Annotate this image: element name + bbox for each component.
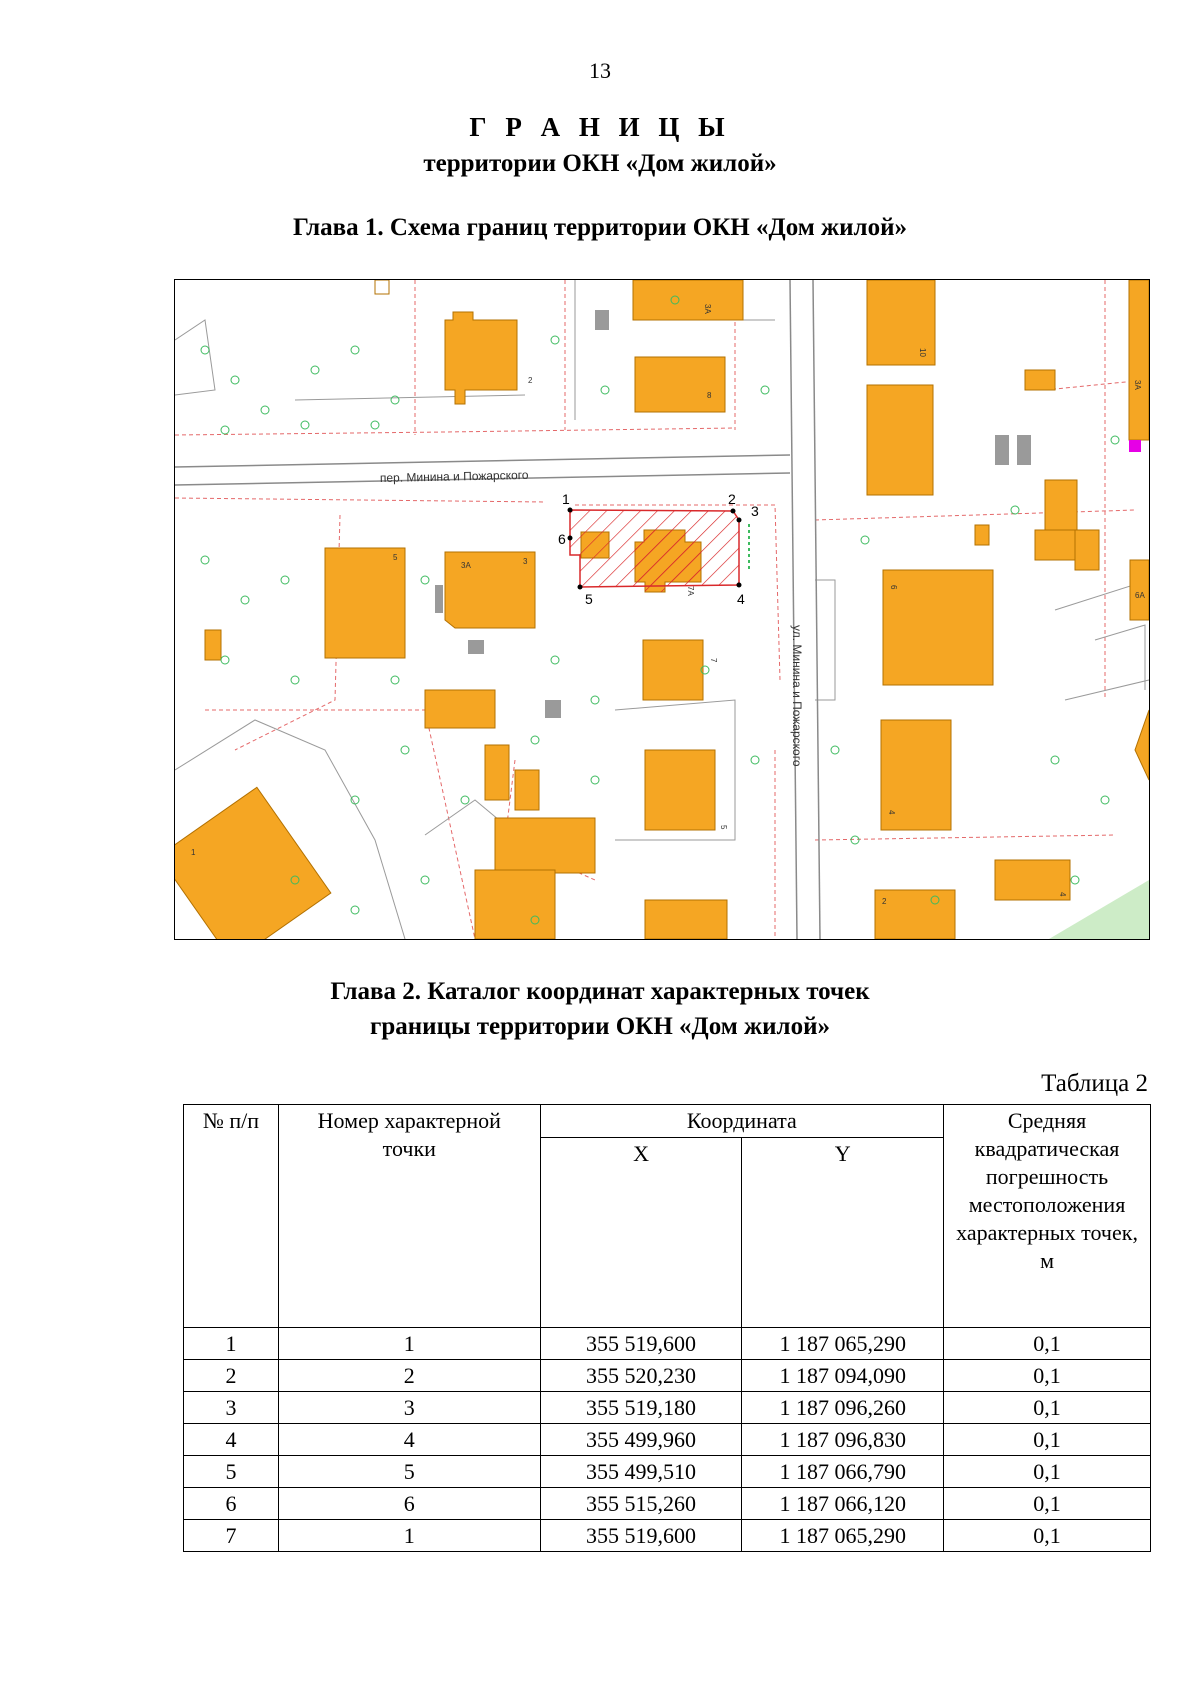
cell-x: 355 520,230 [540, 1360, 742, 1392]
point-label-5: 5 [585, 591, 593, 607]
cell-error: 0,1 [944, 1424, 1151, 1456]
table-row [184, 1520, 1151, 1552]
chapter-2-heading [0, 974, 1200, 1044]
building-number: 4 [1058, 892, 1067, 897]
table-row [184, 1392, 1151, 1424]
point-label-2: 2 [728, 491, 736, 507]
cell-point: 3 [278, 1392, 540, 1424]
table-row [184, 1360, 1151, 1392]
cell-y: 1 187 096,830 [742, 1424, 944, 1456]
table-row [184, 1488, 1151, 1520]
table-row [184, 1456, 1151, 1488]
building-number: 7А [686, 586, 695, 596]
building-number: 2 [528, 376, 533, 385]
cell-x: 355 519,600 [540, 1328, 742, 1360]
highlight-marker [1129, 440, 1141, 452]
cell-error: 0,1 [944, 1456, 1151, 1488]
table-caption: Таблица 2 [1041, 1070, 1148, 1097]
cell-point: 4 [278, 1424, 540, 1456]
cell-y: 1 187 066,120 [742, 1488, 944, 1520]
building-number: 8 [707, 391, 712, 400]
header-num: № п/п [184, 1105, 279, 1328]
cell-num: 2 [184, 1360, 279, 1392]
street-main-label: ул. Минина и Пожарского [790, 625, 804, 767]
cell-y: 1 187 094,090 [742, 1360, 944, 1392]
building-number: 5 [719, 825, 728, 830]
header-point: Номер характерной точки [278, 1105, 540, 1328]
building-number: 6 [889, 585, 898, 590]
street-lane-label: пер. Минина и Пожарского [379, 467, 529, 485]
table-row [184, 1328, 1151, 1360]
point-label-6: 6 [558, 531, 566, 547]
building-number: 3А [1133, 380, 1142, 390]
header-x: X [540, 1138, 742, 1328]
cell-x: 355 515,260 [540, 1488, 742, 1520]
cell-y: 1 187 066,790 [742, 1456, 944, 1488]
cell-x: 355 499,960 [540, 1424, 742, 1456]
page-number: 13 [589, 58, 611, 83]
boundary-map [174, 279, 1150, 940]
building-number: 7 [709, 658, 718, 663]
cell-num: 6 [184, 1488, 279, 1520]
cell-error: 0,1 [944, 1328, 1151, 1360]
header-coordinate: Координата [540, 1105, 943, 1138]
building-number: 3 [523, 557, 528, 566]
cell-point: 1 [278, 1328, 540, 1360]
coordinates-table-body [184, 1328, 1151, 1552]
header-y: Y [742, 1138, 944, 1328]
building-number: 10 [918, 348, 927, 357]
cell-point: 6 [278, 1488, 540, 1520]
building-number: 5 [393, 553, 398, 562]
cell-y: 1 187 065,290 [742, 1520, 944, 1552]
cell-x: 355 519,600 [540, 1520, 742, 1552]
cell-num: 5 [184, 1456, 279, 1488]
point-label-3: 3 [751, 503, 759, 519]
header-error: Средняя квадратическая погрешность местоположения характерных точек, м [944, 1105, 1151, 1328]
cell-error: 0,1 [944, 1392, 1151, 1424]
map-canvas [175, 280, 1149, 939]
table-row [184, 1424, 1151, 1456]
cell-point: 2 [278, 1360, 540, 1392]
document-title: Г Р А Н И Ц Ы [469, 112, 731, 142]
building-number: 2 [882, 897, 887, 906]
territory-boundary [570, 510, 739, 587]
building-number: 4 [887, 810, 896, 815]
cell-num: 4 [184, 1424, 279, 1456]
cell-num: 7 [184, 1520, 279, 1552]
building-number: 1 [191, 848, 196, 857]
cell-point: 1 [278, 1520, 540, 1552]
building-number: 3А [703, 304, 712, 314]
cell-num: 1 [184, 1328, 279, 1360]
point-label-1: 1 [562, 491, 570, 507]
cell-x: 355 519,180 [540, 1392, 742, 1424]
chapter-1-heading: Глава 1. Схема границ территории ОКН «Дом жилой» [293, 214, 907, 241]
cell-error: 0,1 [944, 1360, 1151, 1392]
document-subtitle: территории ОКН «Дом жилой» [423, 150, 777, 177]
cell-y: 1 187 065,290 [742, 1328, 944, 1360]
chapter-2-heading-line2: границы территории ОКН «Дом жилой» [370, 1013, 830, 1040]
cell-error: 0,1 [944, 1488, 1151, 1520]
building-number: 3А [461, 561, 471, 570]
cell-num: 3 [184, 1392, 279, 1424]
coordinates-table [183, 1104, 1151, 1552]
point-label-4: 4 [737, 591, 745, 607]
cell-x: 355 499,510 [540, 1456, 742, 1488]
building-number: 6А [1135, 591, 1145, 600]
chapter-2-heading-line1: Глава 2. Каталог координат характерных точек [330, 978, 870, 1005]
cell-error: 0,1 [944, 1520, 1151, 1552]
cell-y: 1 187 096,260 [742, 1392, 944, 1424]
cell-point: 5 [278, 1456, 540, 1488]
